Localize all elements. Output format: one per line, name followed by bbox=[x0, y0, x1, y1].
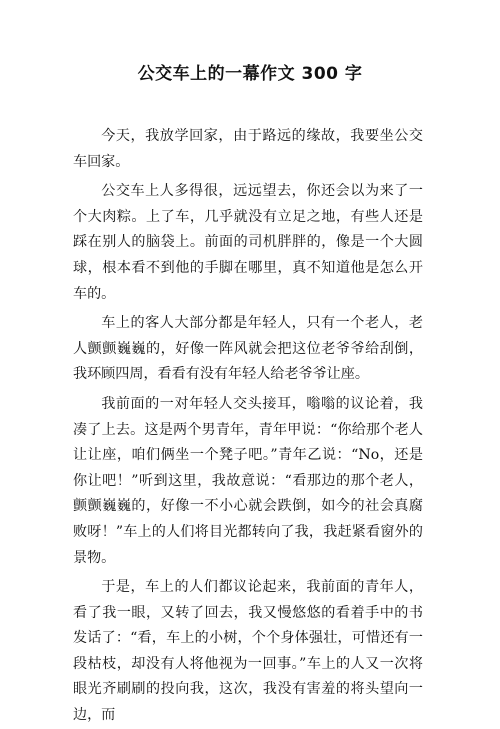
paragraph-2: 公交车上人多得很，远远望去，你还会以为来了一个大肉粽。上了车，几乎就没有立足之地，有些人还是踩在别人的脑袋上。前面的司机胖胖的，像是一个大圆球，根本看不到他的手脚在哪里，真不知道他是怎么开车的。 bbox=[73, 183, 423, 302]
paragraph-3: 车上的客人大部分都是年轻人，只有一个老人，老人颤颤巍巍的，好像一阵风就会把这位老爷爷给刮倒，我环顾四周，看看有没有年轻人给老爷爷让座。 bbox=[73, 315, 423, 383]
paragraph-5: 于是，车上的人们都议论起来，我前面的青年人，看了我一眼，又转了回去，我又慢悠悠的看着手中的书发话了：“看，车上的小树，个个身体强壮，可惜还有一段枯枝，却没有人将他视为一回事。”车上的人又一次将眼光齐刷刷的投向我，这次，我没有害羞的将头望向一边，而 bbox=[73, 579, 423, 724]
document-title: 公交车上的一幕作文 300 字 bbox=[137, 64, 363, 84]
document-body bbox=[73, 124, 423, 729]
paragraph-4: 我前面的一对年轻人交头接耳，嗡嗡的议论着，我凑了上去。这是两个男青年，青年甲说：“你给那个老人让让座，咱们俩坐一个凳子吧。”青年乙说：“No，还是你让吧！”听到这里，我故意说：“看那边的那个老人，颤颤巍巍的，好像一不小心就会跌倒，如今的社会真腐败呀！”车上的人们将目光都转向了我，我赶紧看窗外的景物。 bbox=[73, 395, 423, 566]
paragraph-1: 今天，我放学回家，由于路远的缘故，我要坐公交车回家。 bbox=[73, 128, 423, 170]
